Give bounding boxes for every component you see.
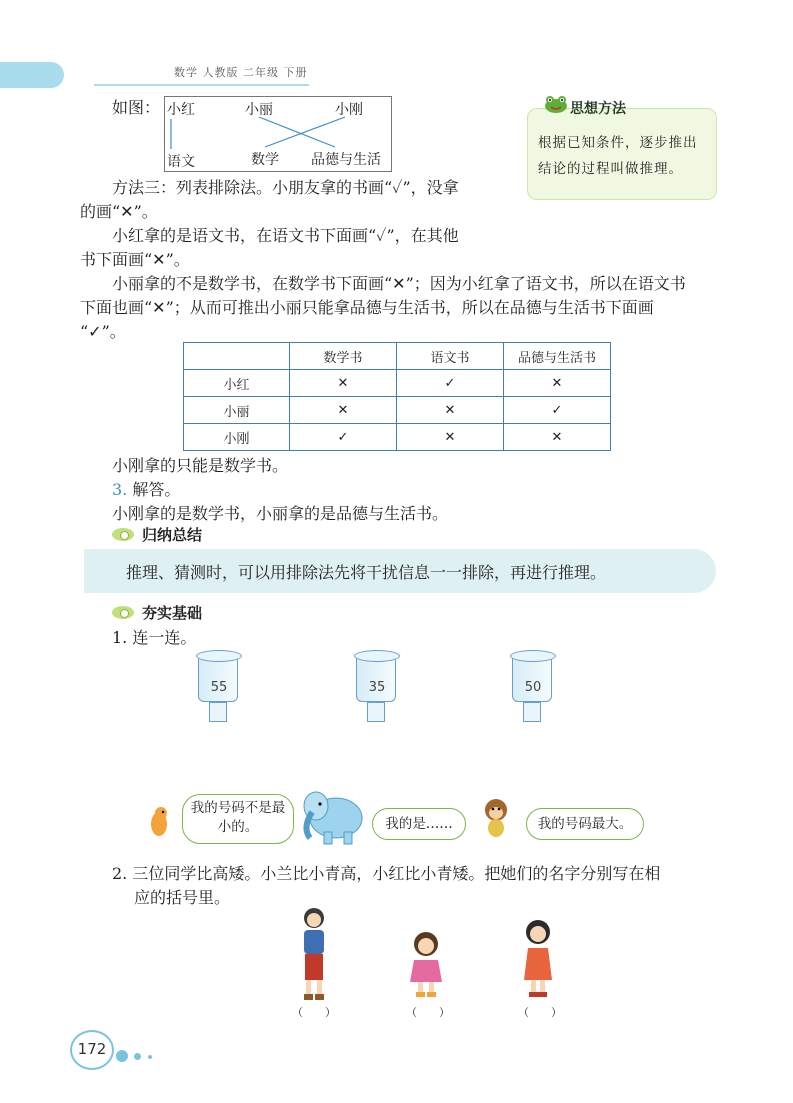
cup-stem: [209, 702, 227, 722]
method-note-title: 思想方法: [570, 101, 626, 117]
header-rule: [94, 84, 309, 86]
page-number: 172: [77, 1040, 107, 1058]
table-header-cell: [184, 343, 290, 370]
cup-body: [512, 656, 552, 702]
paragraph-xiaohong-line1: 小红拿的是语文书，在语文书下面画“✓”，在其他: [112, 226, 459, 245]
cup-stem: [523, 702, 541, 722]
cup-rim: [354, 650, 400, 662]
book-chinese: 语文: [167, 154, 195, 170]
decor-dot: [134, 1053, 141, 1060]
name-xiaogang: 小刚: [335, 102, 363, 118]
table-row-name: 小红: [184, 370, 290, 397]
cup-rim: [510, 650, 556, 662]
paragraph-xiaoli-line2: 下面也画“✕”；从而可推出小丽只能拿品德与生活书，所以在品德与生活书下面画: [80, 298, 654, 317]
table-mark: ✕: [290, 370, 397, 397]
girl-tall-figure: [296, 906, 332, 1004]
table-header-cell: 数学书: [290, 343, 397, 370]
method-note-text: 根据已知条件，逐步推出结论的过程叫做推理。: [538, 135, 698, 177]
cup-body: [356, 656, 396, 702]
cup-55: [196, 650, 242, 722]
name-xiaoli: 小丽: [245, 102, 273, 118]
girl-middle-figure: [518, 918, 558, 1002]
paragraph-xiaohong-line2: 书下面画“✕”。: [80, 250, 190, 269]
cup-number: 35: [368, 680, 386, 695]
answer-parenthesis-3[interactable]: （ ）: [518, 1006, 562, 1019]
speech-bubble-3: [526, 808, 644, 840]
step-3: [112, 478, 180, 502]
question-1-label: 1. 连一连。: [112, 628, 197, 647]
book-math: 数学: [251, 152, 279, 168]
frog-icon: [544, 94, 568, 114]
table-header-cell: 语文书: [396, 343, 503, 370]
paragraph-method3-line2: 的画“✕”。: [80, 202, 158, 221]
elephant-icon: [298, 782, 368, 848]
paragraph-xiaoli-line1: 小丽拿的不是数学书，在数学书下面画“✕”；因为小红拿了语文书，所以在语文书: [112, 274, 686, 293]
table-row: [184, 424, 611, 451]
elimination-table: [183, 342, 611, 451]
table-header-cell: 品德与生活书: [503, 343, 610, 370]
table-mark: ✕: [290, 397, 397, 424]
step-number: 3.: [112, 480, 128, 499]
cup-35: [354, 650, 400, 722]
matching-diagram: [164, 96, 392, 172]
question-2-line2: 应的括号里。: [134, 888, 231, 907]
question-2-line1: 2. 三位同学比高矮。小兰比小青高，小红比小青矮。把她们的名字分别写在相: [112, 864, 661, 883]
header-text: 数学 人教版 二年级 下册: [174, 66, 308, 79]
girl-short-figure: [406, 930, 446, 1000]
speech-bubble-2: [372, 808, 466, 840]
summary-text: 推理、猜测时，可以用排除法先将干扰信息一一排除，再进行推理。: [126, 563, 607, 582]
cup-body: [198, 656, 238, 702]
book-morals: 品德与生活: [311, 152, 381, 168]
bubble-text-3: 我的号码最大。: [537, 816, 633, 832]
paragraph-xiaoli-line3: “✓”。: [80, 322, 126, 341]
table-mark: ✓: [503, 397, 610, 424]
table-row-name: 小丽: [184, 397, 290, 424]
monkey-icon: [476, 796, 520, 840]
table-mark: ✓: [290, 424, 397, 451]
table-mark: ✓: [396, 370, 503, 397]
cup-rim: [196, 650, 242, 662]
table-row: [184, 370, 611, 397]
table-mark: ✕: [396, 424, 503, 451]
decor-dot: [148, 1055, 152, 1059]
eye-icon: [112, 528, 134, 541]
example-label: 如图：: [112, 98, 161, 117]
decor-dot: [116, 1050, 128, 1062]
cup-number: 55: [210, 680, 228, 695]
table-mark: ✕: [503, 424, 610, 451]
name-xiaohong: 小红: [167, 102, 195, 118]
paragraph-method3-line1: 方法三：列表排除法。小朋友拿的书画“✓”，没拿: [112, 178, 459, 197]
speech-bubble-1: [182, 794, 294, 844]
answer-parenthesis-1[interactable]: （ ）: [292, 1006, 336, 1019]
squirrel-icon: [146, 804, 172, 840]
cup-stem: [367, 702, 385, 722]
conclusion-line: 小刚拿的只能是数学书。: [112, 456, 289, 475]
header-tab: [0, 62, 64, 88]
bubble-text-1: 我的号码不是最小的。: [190, 800, 286, 835]
eye-icon: [112, 606, 134, 619]
table-row: [184, 397, 611, 424]
step-text: 解答。: [132, 480, 181, 499]
table-mark: ✕: [396, 397, 503, 424]
table-mark: ✕: [503, 370, 610, 397]
cup-number: 50: [524, 680, 542, 695]
basics-title: 夯实基础: [142, 604, 203, 622]
table-row-name: 小刚: [184, 424, 290, 451]
cup-50: [510, 650, 556, 722]
bubble-text-2: 我的是……: [385, 816, 453, 832]
answer-parenthesis-2[interactable]: （ ）: [406, 1006, 450, 1019]
table-header-row: [184, 343, 611, 370]
summary-title: 归纳总结: [142, 526, 203, 544]
answer-line: 小刚拿的是数学书，小丽拿的是品德与生活书。: [112, 504, 449, 523]
